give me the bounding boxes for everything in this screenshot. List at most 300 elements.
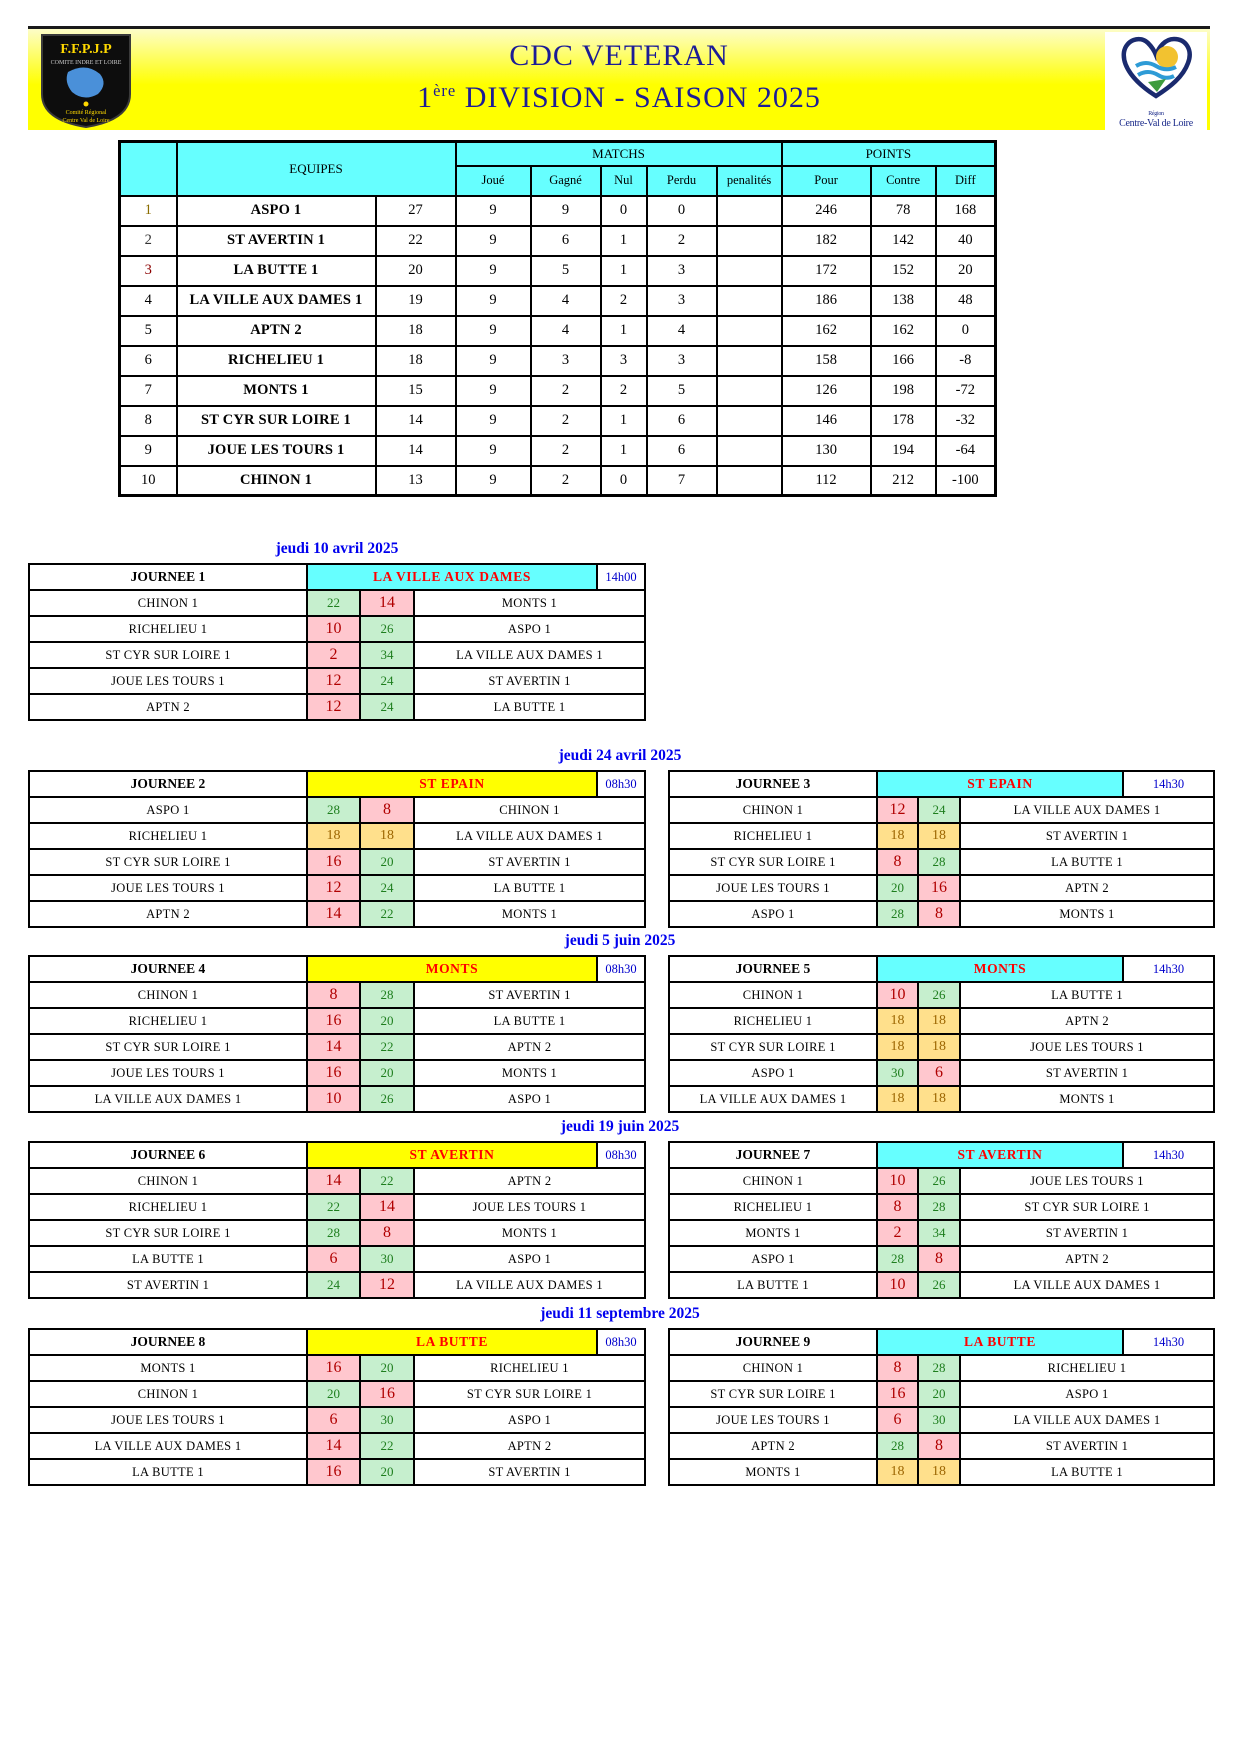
joue-cell: 9 [456, 406, 531, 436]
away-team: MONTS 1 [415, 1061, 646, 1087]
pour-cell: 130 [782, 436, 871, 466]
away-score: 20 [361, 850, 415, 876]
home-team: ASPO 1 [30, 798, 308, 824]
away-score: 22 [361, 1434, 415, 1460]
away-team: LA BUTTE 1 [961, 850, 1215, 876]
away-team: ASPO 1 [415, 1408, 646, 1434]
team-cell: MONTS 1 [177, 376, 376, 406]
table-row [120, 406, 996, 436]
away-score: 18 [919, 1087, 961, 1113]
away-team: ST AVERTIN 1 [961, 1061, 1215, 1087]
away-team: ST AVERTIN 1 [961, 824, 1215, 850]
journee-label: JOURNEE 1 [30, 565, 308, 591]
away-team: ST CYR SUR LOIRE 1 [415, 1382, 646, 1408]
home-team: CHINON 1 [670, 1169, 878, 1195]
away-team: LA BUTTE 1 [961, 983, 1215, 1009]
away-team: ST AVERTIN 1 [415, 983, 646, 1009]
match-row [670, 1356, 1215, 1382]
away-score: 30 [919, 1408, 961, 1434]
perdu-cell: 3 [647, 286, 717, 316]
away-team: ASPO 1 [415, 1247, 646, 1273]
time-label: 08h30 [598, 772, 646, 798]
table-row [120, 196, 996, 226]
venue-label: LA BUTTE [308, 1330, 598, 1356]
home-team: ASPO 1 [670, 902, 878, 928]
contre-cell: 78 [871, 196, 936, 226]
rank-cell: 9 [120, 436, 177, 466]
journee-header [30, 957, 646, 983]
home-score: 10 [878, 1273, 919, 1299]
away-team: LA BUTTE 1 [415, 876, 646, 902]
region-logo [1105, 32, 1207, 130]
match-row [30, 1087, 646, 1113]
standings-table [118, 140, 997, 497]
home-team: RICHELIEU 1 [670, 1009, 878, 1035]
home-team: LA VILLE AUX DAMES 1 [670, 1087, 878, 1113]
penalites-header: penalités [717, 166, 782, 196]
venue-label: ST AVERTIN [308, 1143, 598, 1169]
match-row [670, 1035, 1215, 1061]
pen-cell [717, 346, 782, 376]
team-cell: APTN 2 [177, 316, 376, 346]
match-row [30, 695, 646, 721]
away-score: 22 [361, 902, 415, 928]
home-score: 16 [308, 1061, 361, 1087]
away-team: ST CYR SUR LOIRE 1 [961, 1195, 1215, 1221]
away-score: 26 [361, 617, 415, 643]
away-score: 16 [361, 1382, 415, 1408]
pts-cell: 15 [376, 376, 456, 406]
perdu-cell: 2 [647, 226, 717, 256]
equipes-header: EQUIPES [177, 142, 456, 196]
gagne-cell: 2 [531, 466, 601, 496]
region-logo-text [1105, 109, 1207, 129]
journee-header [30, 1143, 646, 1169]
match-row [30, 850, 646, 876]
match-row [670, 1408, 1215, 1434]
perdu-cell: 0 [647, 196, 717, 226]
away-team: ST AVERTIN 1 [961, 1434, 1215, 1460]
match-row [670, 1247, 1215, 1273]
contre-cell: 198 [871, 376, 936, 406]
diff-cell: 48 [936, 286, 996, 316]
home-score: 8 [878, 1195, 919, 1221]
home-score: 30 [878, 1061, 919, 1087]
away-team: CHINON 1 [415, 798, 646, 824]
home-team: ASPO 1 [670, 1247, 878, 1273]
home-team: CHINON 1 [30, 1382, 308, 1408]
rank-cell: 5 [120, 316, 177, 346]
away-score: 20 [361, 1009, 415, 1035]
home-score: 16 [878, 1382, 919, 1408]
match-row [670, 1221, 1215, 1247]
home-team: LA BUTTE 1 [30, 1247, 308, 1273]
title-block [28, 29, 1210, 130]
away-score: 26 [361, 1087, 415, 1113]
matchday-section [0, 747, 1240, 928]
pts-cell: 18 [376, 316, 456, 346]
match-row [670, 1009, 1215, 1035]
away-score: 18 [919, 1035, 961, 1061]
away-team: ST AVERTIN 1 [415, 850, 646, 876]
home-team: CHINON 1 [670, 798, 878, 824]
table-row [120, 436, 996, 466]
home-team: ST CYR SUR LOIRE 1 [670, 1382, 878, 1408]
match-row [670, 1460, 1215, 1486]
match-row [670, 902, 1215, 928]
home-team: RICHELIEU 1 [30, 1195, 308, 1221]
time-label: 14h30 [1124, 772, 1215, 798]
home-score: 6 [308, 1247, 361, 1273]
match-row [670, 824, 1215, 850]
joue-cell: 9 [456, 256, 531, 286]
home-score: 6 [308, 1408, 361, 1434]
home-score: 16 [308, 1356, 361, 1382]
team-cell: RICHELIEU 1 [177, 346, 376, 376]
subtitle-sup: ère [433, 81, 457, 100]
home-score: 12 [308, 876, 361, 902]
away-team: RICHELIEU 1 [961, 1356, 1215, 1382]
home-team: RICHELIEU 1 [670, 1195, 878, 1221]
away-score: 20 [361, 1061, 415, 1087]
home-score: 8 [878, 1356, 919, 1382]
home-score: 16 [308, 850, 361, 876]
away-score: 8 [919, 1434, 961, 1460]
away-score: 20 [361, 1356, 415, 1382]
away-team: JOUE LES TOURS 1 [961, 1169, 1215, 1195]
home-team: RICHELIEU 1 [30, 1009, 308, 1035]
match-row [30, 824, 646, 850]
away-team: ASPO 1 [415, 1087, 646, 1113]
nul-cell: 1 [601, 226, 647, 256]
away-team: LA VILLE AUX DAMES 1 [415, 643, 646, 669]
rank-cell: 8 [120, 406, 177, 436]
journee-label: JOURNEE 6 [30, 1143, 308, 1169]
perdu-cell: 3 [647, 256, 717, 286]
matchday-section [0, 540, 1240, 721]
away-team: JOUE LES TOURS 1 [961, 1035, 1215, 1061]
home-team: RICHELIEU 1 [30, 617, 308, 643]
contre-cell: 162 [871, 316, 936, 346]
match-row [30, 798, 646, 824]
away-team: ASPO 1 [415, 617, 646, 643]
home-team: APTN 2 [30, 902, 308, 928]
match-row [30, 1221, 646, 1247]
pen-cell [717, 256, 782, 286]
joue-cell: 9 [456, 316, 531, 346]
gagne-cell: 2 [531, 436, 601, 466]
away-team: ST AVERTIN 1 [415, 669, 646, 695]
team-cell: CHINON 1 [177, 466, 376, 496]
away-score: 24 [361, 669, 415, 695]
match-row [30, 1009, 646, 1035]
team-cell: LA BUTTE 1 [177, 256, 376, 286]
match-row [30, 1061, 646, 1087]
match-row [30, 1460, 646, 1486]
home-score: 18 [308, 824, 361, 850]
rank-cell: 10 [120, 466, 177, 496]
home-score: 20 [878, 876, 919, 902]
home-score: 14 [308, 1434, 361, 1460]
journee-label: JOURNEE 3 [670, 772, 878, 798]
match-row [30, 1035, 646, 1061]
gagne-header: Gagné [531, 166, 601, 196]
home-score: 2 [308, 643, 361, 669]
venue-label: LA VILLE AUX DAMES [308, 565, 598, 591]
contre-cell: 138 [871, 286, 936, 316]
matchday-section [0, 1118, 1240, 1299]
match-row [670, 798, 1215, 824]
rank-cell: 4 [120, 286, 177, 316]
match-row [670, 1434, 1215, 1460]
away-team: LA BUTTE 1 [415, 695, 646, 721]
match-row [670, 983, 1215, 1009]
home-team: RICHELIEU 1 [30, 824, 308, 850]
away-score: 18 [919, 1009, 961, 1035]
tables-row [0, 1141, 1240, 1299]
table-row [120, 256, 996, 286]
perdu-cell: 3 [647, 346, 717, 376]
match-row [30, 902, 646, 928]
nul-cell: 1 [601, 256, 647, 286]
joue-cell: 9 [456, 466, 531, 496]
standings-body [120, 196, 996, 496]
home-score: 24 [308, 1273, 361, 1299]
journee-header [30, 1330, 646, 1356]
match-row [670, 1273, 1215, 1299]
rank-cell: 1 [120, 196, 177, 226]
table-row [120, 286, 996, 316]
away-team: APTN 2 [961, 876, 1215, 902]
home-team: JOUE LES TOURS 1 [30, 876, 308, 902]
table-row [120, 226, 996, 256]
home-team: JOUE LES TOURS 1 [670, 876, 878, 902]
diff-cell: -8 [936, 346, 996, 376]
away-team: MONTS 1 [961, 1087, 1215, 1113]
pour-cell: 246 [782, 196, 871, 226]
home-score: 28 [308, 1221, 361, 1247]
gagne-cell: 4 [531, 286, 601, 316]
nul-cell: 1 [601, 316, 647, 346]
diff-cell: 168 [936, 196, 996, 226]
journee-label: JOURNEE 7 [670, 1143, 878, 1169]
journee-header [30, 772, 646, 798]
home-score: 6 [878, 1408, 919, 1434]
journee-table [668, 1328, 1215, 1486]
nul-cell: 0 [601, 466, 647, 496]
home-score: 12 [878, 798, 919, 824]
home-team: JOUE LES TOURS 1 [30, 669, 308, 695]
venue-label: MONTS [878, 957, 1124, 983]
rank-header [120, 142, 177, 196]
home-team: CHINON 1 [30, 1169, 308, 1195]
home-score: 12 [308, 695, 361, 721]
home-team: LA VILLE AUX DAMES 1 [30, 1087, 308, 1113]
joue-cell: 9 [456, 346, 531, 376]
contre-cell: 142 [871, 226, 936, 256]
matchday-section [0, 932, 1240, 1113]
perdu-cell: 6 [647, 406, 717, 436]
contre-cell: 166 [871, 346, 936, 376]
rank-cell: 6 [120, 346, 177, 376]
pour-cell: 146 [782, 406, 871, 436]
team-cell: ASPO 1 [177, 196, 376, 226]
venue-label: LA BUTTE [878, 1330, 1124, 1356]
away-score: 30 [361, 1408, 415, 1434]
match-row [30, 1356, 646, 1382]
date-heading: jeudi 10 avril 2025 [275, 540, 399, 557]
date-heading: jeudi 19 juin 2025 [560, 1118, 680, 1135]
home-score: 8 [878, 850, 919, 876]
home-team: CHINON 1 [670, 1356, 878, 1382]
home-team: CHINON 1 [670, 983, 878, 1009]
team-cell: JOUE LES TOURS 1 [177, 436, 376, 466]
pen-cell [717, 406, 782, 436]
journee-header [30, 565, 646, 591]
pour-cell: 158 [782, 346, 871, 376]
tables-row [0, 1328, 1240, 1486]
match-row [30, 617, 646, 643]
pour-cell: 186 [782, 286, 871, 316]
pen-cell [717, 436, 782, 466]
pts-cell: 20 [376, 256, 456, 286]
home-team: ST CYR SUR LOIRE 1 [30, 850, 308, 876]
contre-header: Contre [871, 166, 936, 196]
away-team: ST AVERTIN 1 [961, 1221, 1215, 1247]
match-row [30, 1273, 646, 1299]
away-score: 28 [919, 1195, 961, 1221]
match-row [670, 1169, 1215, 1195]
away-score: 34 [361, 643, 415, 669]
away-team: LA VILLE AUX DAMES 1 [415, 824, 646, 850]
home-team: ST CYR SUR LOIRE 1 [30, 643, 308, 669]
gagne-cell: 5 [531, 256, 601, 286]
match-row [30, 1434, 646, 1460]
away-team: RICHELIEU 1 [415, 1356, 646, 1382]
pts-cell: 18 [376, 346, 456, 376]
journee-table [28, 955, 646, 1113]
match-row [30, 1408, 646, 1434]
home-score: 28 [878, 1434, 919, 1460]
match-row [30, 1169, 646, 1195]
pen-cell [717, 196, 782, 226]
perdu-cell: 4 [647, 316, 717, 346]
away-score: 30 [361, 1247, 415, 1273]
journee-header [670, 1143, 1215, 1169]
home-team: LA BUTTE 1 [670, 1273, 878, 1299]
home-score: 28 [878, 1247, 919, 1273]
home-score: 28 [308, 798, 361, 824]
match-row [30, 876, 646, 902]
journee-header [670, 772, 1215, 798]
tables-row [0, 955, 1240, 1113]
away-score: 26 [919, 983, 961, 1009]
ffpjp-region-line2: Centre Val de Loire [62, 118, 110, 124]
pts-cell: 27 [376, 196, 456, 226]
match-row [30, 1382, 646, 1408]
rank-cell: 2 [120, 226, 177, 256]
away-score: 20 [919, 1382, 961, 1408]
time-label: 14h30 [1124, 957, 1215, 983]
away-team: MONTS 1 [415, 1221, 646, 1247]
diff-cell: -64 [936, 436, 996, 466]
pour-header: Pour [782, 166, 871, 196]
rank-cell: 3 [120, 256, 177, 286]
home-score: 2 [878, 1221, 919, 1247]
away-team: APTN 2 [961, 1009, 1215, 1035]
table-row [120, 376, 996, 406]
gagne-cell: 2 [531, 376, 601, 406]
home-score: 18 [878, 1460, 919, 1486]
ffpjp-region-line1: Comité Régional [65, 110, 107, 116]
away-team: MONTS 1 [415, 902, 646, 928]
home-team: LA VILLE AUX DAMES 1 [30, 1434, 308, 1460]
match-row [670, 1087, 1215, 1113]
home-team: APTN 2 [30, 695, 308, 721]
journee-table [668, 955, 1215, 1113]
contre-cell: 194 [871, 436, 936, 466]
away-team: MONTS 1 [961, 902, 1215, 928]
team-cell: LA VILLE AUX DAMES 1 [177, 286, 376, 316]
home-score: 16 [308, 1460, 361, 1486]
heart-sun [1156, 46, 1178, 68]
home-team: MONTS 1 [670, 1460, 878, 1486]
home-team: ASPO 1 [670, 1061, 878, 1087]
region-heart-icon [1114, 32, 1198, 104]
pts-cell: 14 [376, 406, 456, 436]
nul-cell: 2 [601, 376, 647, 406]
header-band [28, 26, 1210, 130]
subtitle-prefix: 1 [417, 81, 434, 114]
journee-label: JOURNEE 9 [670, 1330, 878, 1356]
page-subtitle [28, 81, 1210, 115]
time-label: 08h30 [598, 1143, 646, 1169]
match-row [670, 876, 1215, 902]
journee-header [670, 957, 1215, 983]
away-team: ASPO 1 [961, 1382, 1215, 1408]
gagne-cell: 6 [531, 226, 601, 256]
journee-table [28, 770, 646, 928]
nul-header: Nul [601, 166, 647, 196]
home-score: 14 [308, 902, 361, 928]
match-row [670, 1195, 1215, 1221]
gagne-cell: 2 [531, 406, 601, 436]
pour-cell: 126 [782, 376, 871, 406]
home-team: JOUE LES TOURS 1 [670, 1408, 878, 1434]
away-team: LA VILLE AUX DAMES 1 [961, 1273, 1215, 1299]
match-row [670, 1061, 1215, 1087]
away-score: 8 [919, 1247, 961, 1273]
date-heading: jeudi 5 juin 2025 [564, 932, 676, 949]
away-team: LA VILLE AUX DAMES 1 [415, 1273, 646, 1299]
match-row [670, 850, 1215, 876]
region-name: Centre-Val de Loire [1119, 118, 1193, 129]
nul-cell: 0 [601, 196, 647, 226]
home-score: 8 [308, 983, 361, 1009]
away-score: 8 [361, 1221, 415, 1247]
away-score: 14 [361, 1195, 415, 1221]
home-team: LA BUTTE 1 [30, 1460, 308, 1486]
journee-table [28, 1328, 646, 1486]
home-team: ST CYR SUR LOIRE 1 [30, 1035, 308, 1061]
time-label: 14h00 [598, 565, 646, 591]
nul-cell: 1 [601, 436, 647, 466]
away-score: 22 [361, 1035, 415, 1061]
home-team: CHINON 1 [30, 591, 308, 617]
diff-cell: 0 [936, 316, 996, 346]
perdu-header: Perdu [647, 166, 717, 196]
subtitle-rest: DIVISION - SAISON 2025 [456, 81, 821, 114]
